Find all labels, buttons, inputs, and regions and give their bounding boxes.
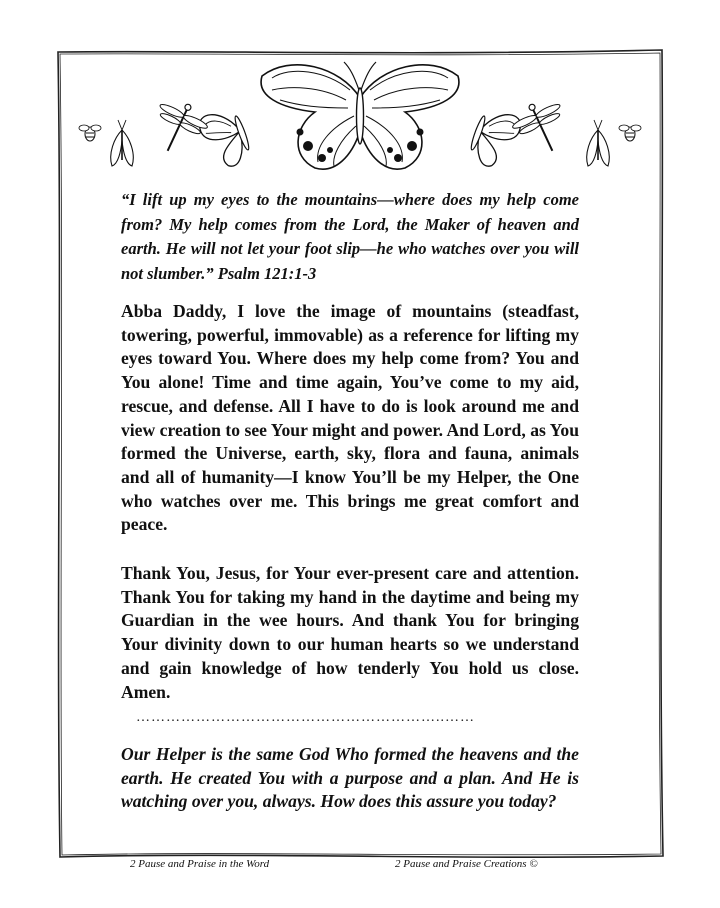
- bee-icon: [79, 125, 101, 141]
- dotted-divider: ……………………………………………………..……: [136, 710, 475, 725]
- small-butterfly-icon: [196, 105, 254, 172]
- dragonfly-icon: [144, 94, 213, 162]
- header-illustration: [70, 56, 650, 176]
- dragonfly-icon: [507, 94, 576, 162]
- scripture-verse: “I lift up my eyes to the mountains—where does my help come from? My help comes from the Lord, the Maker of heaven and earth. He will not let your foot slip—he who watches over you will not slumber.” Psalm 121:1-3: [121, 190, 579, 283]
- prayer-paragraph-1: Abba Daddy, I love the image of mountains (steadfast, towering, powerful, immovable) as a reference for lifting my eyes toward You. Where does my help come from? You and You alone! Time and time again, You’ve come to my aid, rescue, and defense. All I have to do is look around me and view creation to see Your might and power. And Lord, as You formed the Universe, earth, sky, flora and fauna, animals and all of humanity—I know You’ll be my Helper, the One who watches over me. This brings me great comfort and peace.: [121, 301, 579, 535]
- moth-icon: [111, 120, 134, 166]
- bee-icon: [619, 125, 641, 141]
- footer-copyright: 2 Pause and Praise Creations ©: [395, 858, 538, 870]
- small-butterfly-icon: [466, 105, 524, 172]
- large-butterfly-icon: [261, 62, 459, 169]
- reflection-question: Our Helper is the same God Who formed the heavens and the earth. He created You with a purpose and a plan. And He is watching over you, always. How does this assure you today?: [121, 744, 579, 812]
- footer-title: 2 Pause and Praise in the Word: [130, 858, 270, 870]
- moth-icon: [587, 120, 610, 166]
- prayer-paragraph-2: Thank You, Jesus, for Your ever-present care and attention. Thank You for taking my hand in the daytime and being my Guardian in the wee hours. And thank You for bringing Your divinity down to our human hearts so we understand and gain knowledge of how tenderly You hold us close. Amen.: [121, 563, 579, 702]
